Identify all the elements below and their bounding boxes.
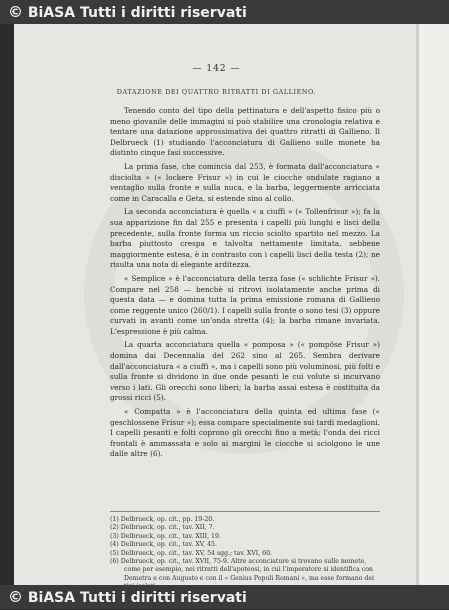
footnote: (5) Delbrueck, op. cit., tav. XV, 54 sgg.; tav. XVI, 60. [110,549,273,557]
body-text [110,106,380,463]
copyright-mark: © [8,588,23,606]
copyright-mark: © [8,3,23,21]
paragraph: La seconda acconciatura è quella « a ciuffi » (« Tollenfrisur »); fa la sua apparizione fin dal 255 e presenta i capelli più lunghi e lisci della precedente, sulla fronte forma un riccio sciolto spartito nel mezzo. La barba piuttosto crespa e talvolta nettamente limitata, sebbene maggiormente estesa, è in contrasto con i capelli lisci della testa (2); ne risulta una nota di elegante arditezza. [110,207,380,270]
copyright-text: BiASA Tutti i diritti riservati [27,5,247,21]
paragraph: La prima fase, che comincia dal 253, è formata dall'acconciatura « disciolta » (« lockere Frisur ») in cui le ciocche ondulate ragiano a ventaglio sulla fronte e sulla nuca, e la barba, leggermente arricciata come in Caracalla e Geta, si estende sino al collo. [110,161,380,203]
footnote: (1) Delbrueck, op. cit., pp. 19-20. [110,516,215,523]
page-edge [419,24,449,585]
copyright-text: BiASA Tutti i diritti riservati [27,590,247,606]
footnote: (3) Delbrueck, op. cit., tav. XIII, 19. [110,532,221,540]
footnote-divider [110,511,380,512]
paragraph: « Compatta » è l'acconciatura della quinta ed ultima fase (« geschlossene Frisur »); essa compare specialmente sui tardi medaglioni. I capelli pesanti e folti coprono gli orecchi fino a metà; l'onda dei ricci frontali è ammassata e solo ai margini le ciocche si sciolgono le une dalle altre (6). [110,407,380,459]
footnotes [110,516,380,592]
paragraph: « Semplice » è l'acconciatura della terza fase (« schlichte Frisur »). Compare nel 258 — benchè si ritrovi isolatamente anche prima di questa data — e domina tutta la prima emissione romana di Gallieno come reggente unico (260/1). I capelli sulla fronte o sono tesi (3) oppure curvati in avanti come un'onda stretta (4); la barba rimane invariata. L'espressione è più calma. [110,273,380,336]
footnote: (4) Delbrueck, op. cit., tav. XV, 45. [110,541,217,549]
scanned-page [14,24,419,585]
paragraph: La quarta acconciatura quella « pomposa » (« pompöse Frisur ») domina dai Decennalia del 262 sino al 265. Sembra derivare dall'acconciatura « a ciuffi », ma i capelli sono più voluminosi, più folti e sulla fronte si dividono in due onde pesanti le cui volute si incurvano verso i lati. Gli orecchi sono liberi; la barba assai estesa è costituita da grossi ricci (5). [110,340,380,403]
paragraph: Tenendo conto del tipo della pettinatura e dell'aspetto fisico più o meno giovanile delle immagini si può stabilire una cronologia relativa e tentare una datazione approssimativa dei quattro ritratti di Gallieno. Il Delbrueck (1) studiando l'acconciatura di Gallieno sulle monete ha distinto cinque fasi successive. [110,106,380,158]
page-number: — 142 — [192,64,241,74]
section-title: DATAZIONE DEI QUATTRO RITRATTI DI GALLIENO. [116,88,317,96]
footnote: (6) Delbrueck, op. cit., tav. XVII, 75-9. Altre acconciature si trovano sulle monete, come per esempio, nei ritratti dell'apoteosi, in cui l'imperatore si identifica con Demetra e con Augusto e con il « Genius Populi Romani », ma esse formano dei [110,558,374,582]
copyright-banner-bottom [0,585,449,609]
copyright-banner-top [0,0,449,24]
footnote: (2) Delbrueck, op. cit., tav. XII, 7. [110,524,215,532]
